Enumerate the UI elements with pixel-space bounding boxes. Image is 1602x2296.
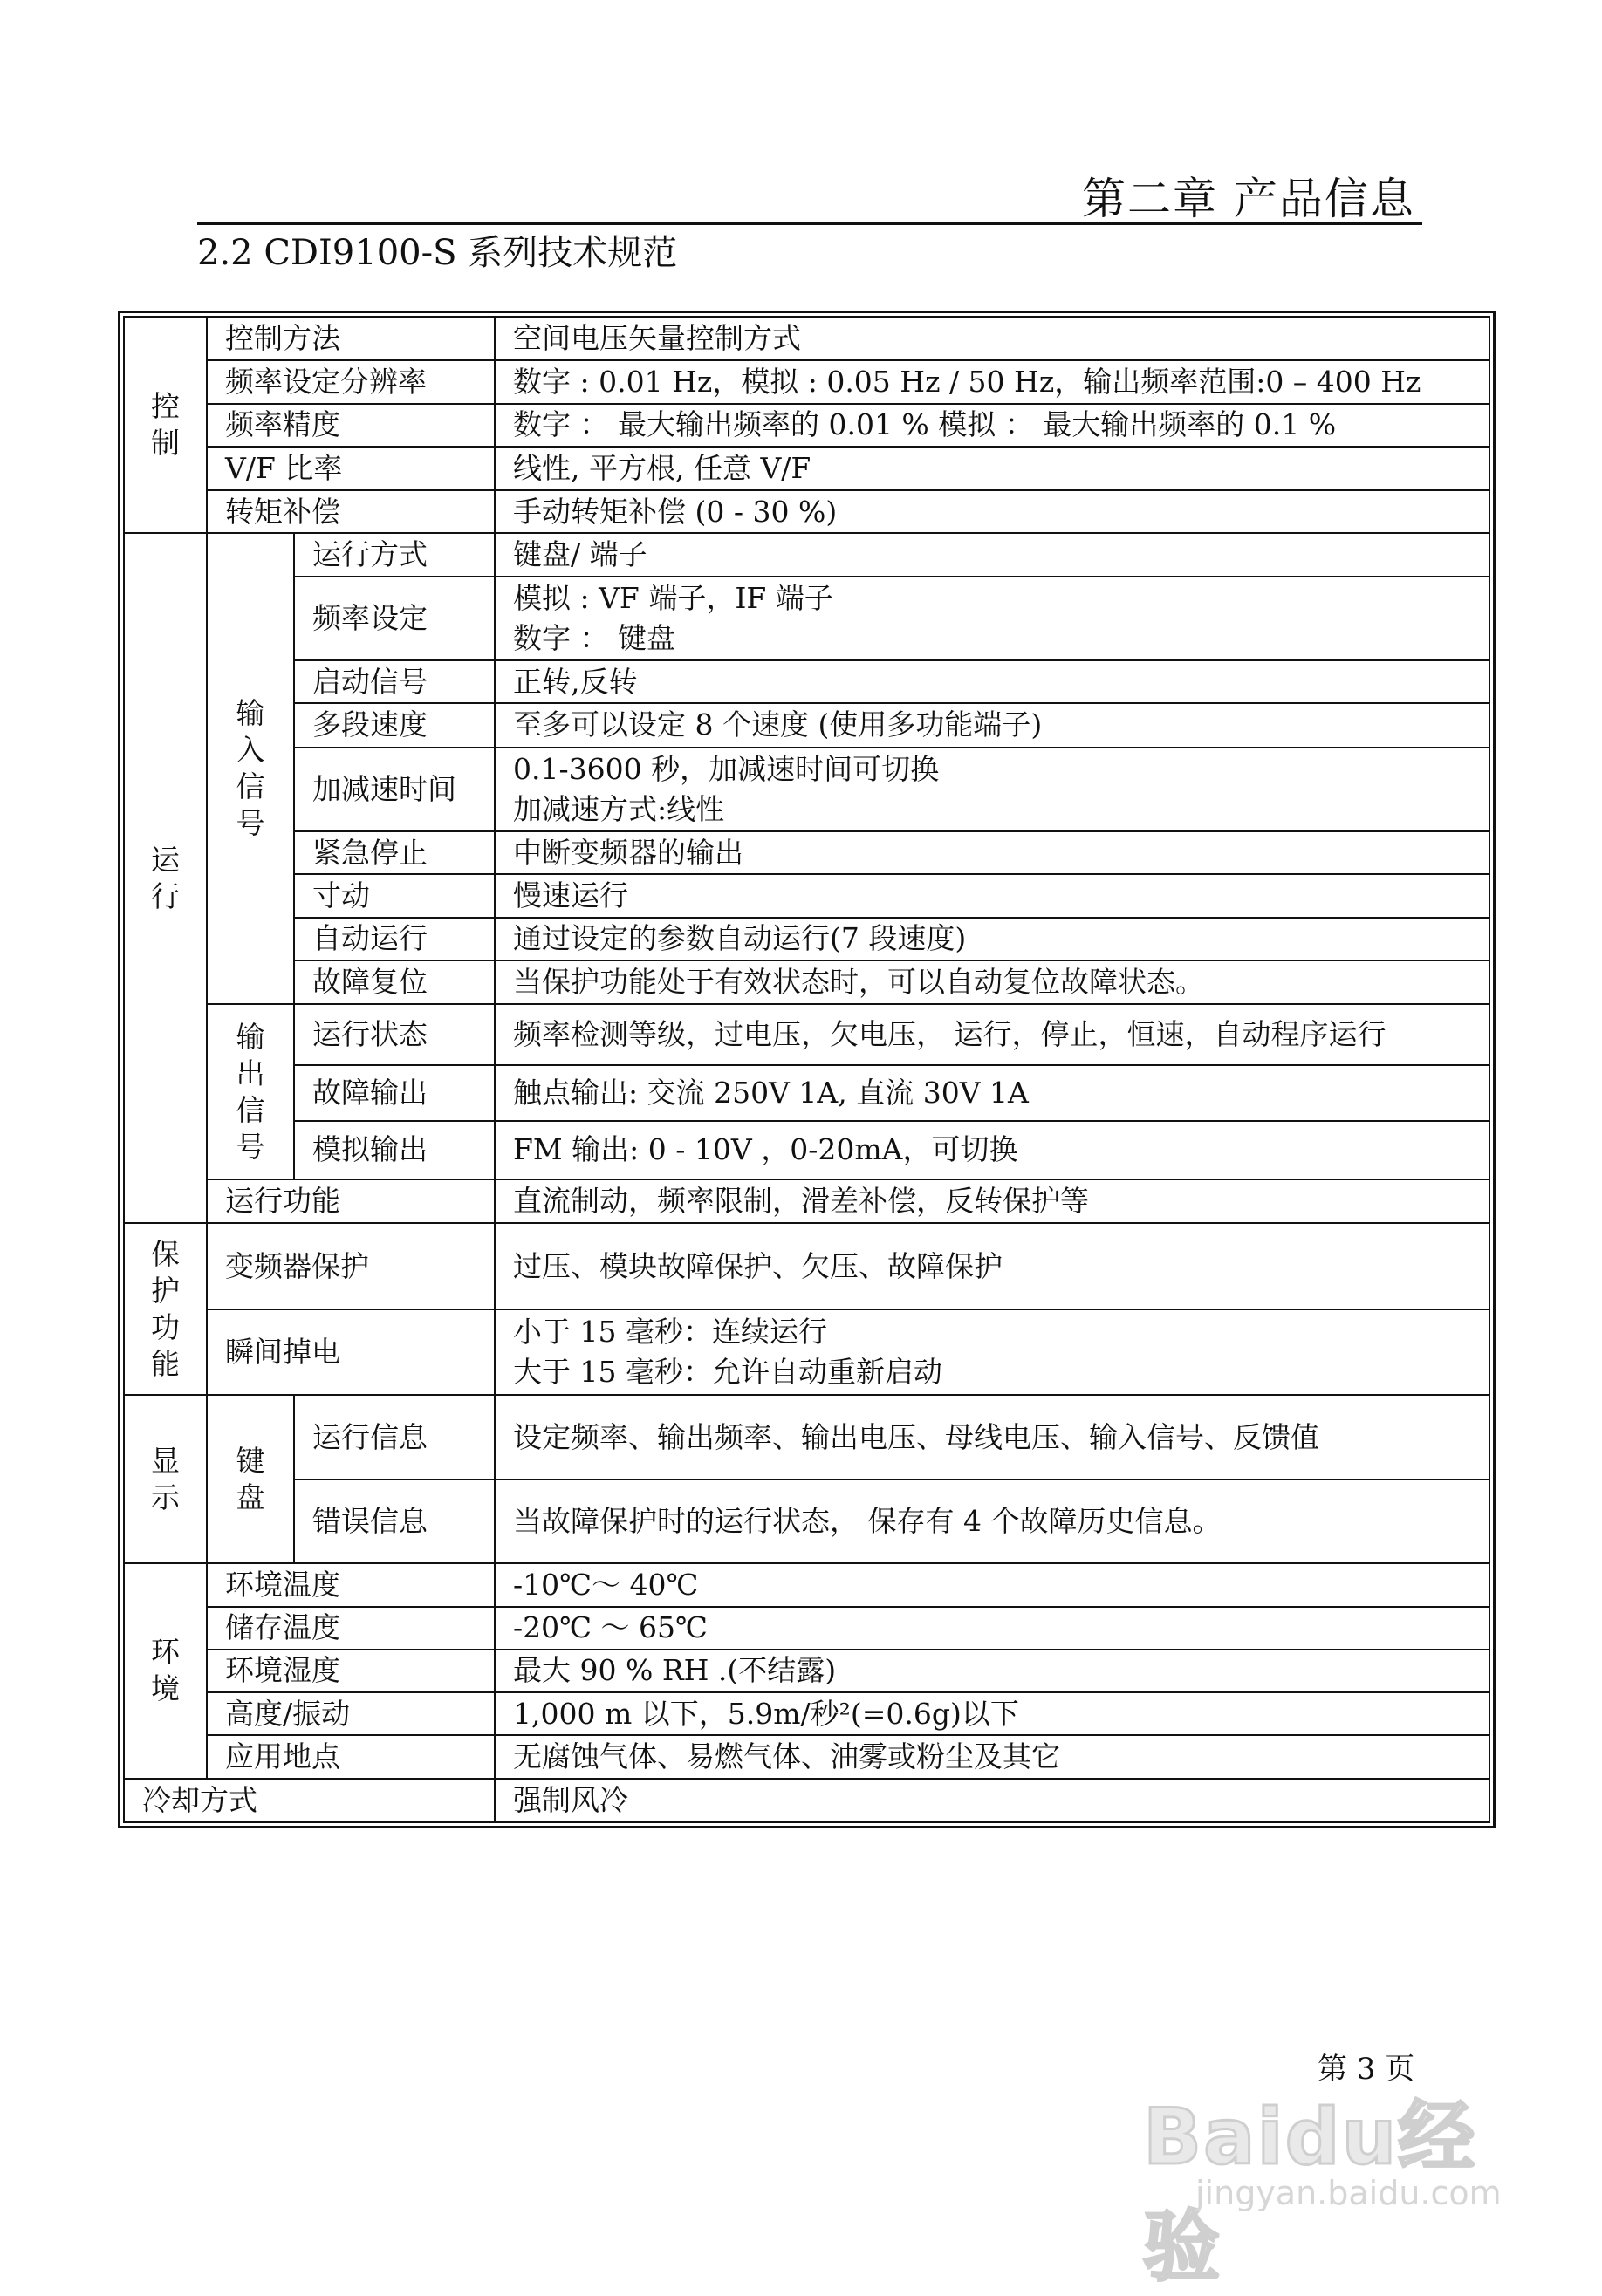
row-label: 瞬间掉电	[207, 1309, 495, 1396]
table-row	[124, 831, 1489, 874]
row-label: 故障复位	[294, 960, 495, 1004]
row-label: 模拟输出	[294, 1121, 495, 1179]
row-label: 多段速度	[294, 703, 495, 747]
table-row	[124, 1309, 1489, 1396]
table-row	[124, 703, 1489, 747]
table-row	[124, 317, 1489, 360]
row-value: 1,000 m 以下，5.9m/秒²(=0.6g)以下	[495, 1692, 1489, 1735]
page-number: 第 3 页	[1318, 2052, 1415, 2087]
table-row	[124, 404, 1489, 447]
table-row	[124, 1607, 1489, 1650]
row-label: 紧急停止	[294, 831, 495, 874]
row-label: 启动信号	[294, 660, 495, 703]
vertical-label-char: 能	[151, 1346, 180, 1381]
row-label: 应用地点	[207, 1735, 495, 1778]
subgroup-keypad	[207, 1395, 294, 1563]
row-value: 触点输出: 交流 250V 1A, 直流 30V 1A	[495, 1065, 1489, 1120]
row-label: 寸动	[294, 874, 495, 917]
row-label: 错误信息	[294, 1479, 495, 1564]
row-value: 频率检测等级，过电压，欠电压， 运行，停止，恒速，自动程序运行	[495, 1004, 1489, 1065]
table-row	[124, 1779, 1489, 1822]
row-value	[495, 748, 1489, 832]
value-line: 数字 ： 键盘	[513, 620, 675, 655]
table-row	[124, 360, 1489, 403]
table-row	[124, 1650, 1489, 1692]
value-line: 模拟 : VF 端子，IF 端子	[513, 580, 833, 615]
vertical-label	[125, 842, 206, 915]
row-label: 转矩补偿	[207, 490, 495, 533]
row-value: 当保护功能处于有效状态时，可以自动复位故障状态。	[495, 960, 1489, 1004]
table-row	[124, 1479, 1489, 1564]
row-value: 过压、模块故障保护、欠压、故障保护	[495, 1223, 1489, 1309]
row-label: 自动运行	[294, 918, 495, 960]
row-label: 运行方式	[294, 533, 495, 576]
row-label: 变频器保护	[207, 1223, 495, 1309]
subgroup-output-signal	[207, 1004, 294, 1179]
row-label: 环境温度	[207, 1563, 495, 1606]
group-operation	[124, 533, 207, 1223]
row-value: 设定频率、输出频率、输出电压、母线电压、输入信号、反馈值	[495, 1395, 1489, 1479]
row-label: 频率设定分辨率	[207, 360, 495, 403]
group-control	[124, 317, 207, 533]
row-label: V/F 比率	[207, 447, 495, 490]
value-line: 大于 15 毫秒：允许自动重新启动	[513, 1355, 942, 1390]
row-label: 储存温度	[207, 1607, 495, 1650]
table-row	[124, 1065, 1489, 1120]
row-label: 运行信息	[294, 1395, 495, 1479]
row-value	[495, 577, 1489, 661]
table-row	[124, 1121, 1489, 1179]
table-row	[124, 577, 1489, 661]
vertical-label-char: 示	[151, 1479, 180, 1514]
row-label: 故障输出	[294, 1065, 495, 1120]
vertical-label-char: 显	[151, 1443, 180, 1478]
table-row	[124, 447, 1489, 490]
value-line: 加减速方式:线性	[513, 791, 725, 826]
row-label: 频率设定	[294, 577, 495, 661]
vertical-label	[125, 1634, 206, 1707]
row-value: 强制风冷	[495, 1779, 1489, 1822]
table-row	[124, 960, 1489, 1004]
group-display	[124, 1395, 207, 1563]
row-value: 空间电压矢量控制方式	[495, 317, 1489, 360]
vertical-label-char: 号	[236, 806, 265, 841]
vertical-label-char: 功	[151, 1309, 180, 1344]
vertical-label-char: 号	[236, 1129, 265, 1164]
row-label: 环境湿度	[207, 1650, 495, 1692]
row-value: 线性, 平方根, 任意 V/F	[495, 447, 1489, 490]
vertical-label-char: 盘	[236, 1479, 265, 1514]
value-line: 0.1-3600 秒，加减速时间可切换	[513, 751, 940, 786]
vertical-label-char: 行	[151, 878, 180, 913]
table-row	[124, 490, 1489, 533]
row-label: 运行功能	[207, 1179, 495, 1223]
row-value: 数字 ： 最大输出频率的 0.01 % 模拟 ： 最大输出频率的 0.1 %	[495, 404, 1489, 447]
watermark	[1143, 2076, 1527, 2292]
vertical-label	[125, 1236, 206, 1383]
spec-table	[123, 316, 1490, 1823]
row-label: 运行状态	[294, 1004, 495, 1065]
vertical-label-char: 环	[151, 1635, 180, 1670]
vertical-label-char: 出	[236, 1056, 265, 1090]
vertical-label-char: 信	[236, 1092, 265, 1127]
row-value: FM 输出: 0 - 10V ，0-20mA，可切换	[495, 1121, 1489, 1179]
table-row	[124, 748, 1489, 832]
row-value: -10℃～ 40℃	[495, 1563, 1489, 1606]
row-value: 慢速运行	[495, 874, 1489, 917]
vertical-label	[208, 1019, 293, 1165]
group-protection	[124, 1223, 207, 1395]
table-row	[124, 1563, 1489, 1606]
row-label: 控制方法	[207, 317, 495, 360]
vertical-label-char: 输	[236, 696, 265, 731]
row-value: 正转,反转	[495, 660, 1489, 703]
table-row	[124, 874, 1489, 917]
row-value: 手动转矩补偿 (0 - 30 %)	[495, 490, 1489, 533]
vertical-label-char: 键	[236, 1443, 265, 1478]
table-row	[124, 533, 1489, 576]
value-line: 小于 15 毫秒：连续运行	[513, 1315, 827, 1350]
table-row	[124, 1692, 1489, 1735]
table-row	[124, 1223, 1489, 1309]
vertical-label-char: 信	[236, 769, 265, 804]
row-value	[495, 1309, 1489, 1396]
vertical-label-char: 控	[151, 389, 180, 424]
vertical-label-char: 制	[151, 426, 180, 461]
vertical-label-char: 输	[236, 1019, 265, 1054]
row-label: 频率精度	[207, 404, 495, 447]
row-value: 中断变频器的输出	[495, 831, 1489, 874]
vertical-label-char: 入	[236, 733, 265, 768]
vertical-label	[208, 695, 293, 842]
subgroup-input-signal	[207, 533, 294, 1004]
row-value: 当故障保护时的运行状态， 保存有 4 个故障历史信息。	[495, 1479, 1489, 1564]
vertical-label-char: 运	[151, 842, 180, 877]
row-value: 至多可以设定 8 个速度 (使用多功能端子)	[495, 703, 1489, 747]
vertical-label	[125, 388, 206, 461]
row-value: 数字 : 0.01 Hz，模拟 : 0.05 Hz / 50 Hz，输出频率范围:0 – 400 Hz	[495, 360, 1489, 403]
table-row	[124, 660, 1489, 703]
chapter-title: 第二章 产品信息	[1082, 174, 1415, 224]
group-environment	[124, 1563, 207, 1778]
row-value: 通过设定的参数自动运行(7 段速度)	[495, 918, 1489, 960]
row-value: 键盘/ 端子	[495, 533, 1489, 576]
watermark-url: jingyan.baidu.com	[1195, 2174, 1502, 2212]
vertical-label-char: 境	[151, 1671, 180, 1706]
vertical-label-char: 保	[151, 1236, 180, 1271]
table-row	[124, 1179, 1489, 1223]
vertical-label	[208, 1443, 293, 1516]
row-label: 高度/振动	[207, 1692, 495, 1735]
vertical-label	[125, 1443, 206, 1516]
table-row	[124, 1395, 1489, 1479]
row-value: 直流制动，频率限制，滑差补偿，反转保护等	[495, 1179, 1489, 1223]
row-value: 无腐蚀气体、易燃气体、油雾或粉尘及其它	[495, 1735, 1489, 1778]
table-row	[124, 918, 1489, 960]
section-title: 2.2 CDI9100-S 系列技术规范	[197, 233, 678, 273]
table-row	[124, 1735, 1489, 1778]
table-row	[124, 1004, 1489, 1065]
row-label: 加减速时间	[294, 748, 495, 832]
row-label: 冷却方式	[124, 1779, 495, 1822]
row-value: 最大 90 % RH .(不结露)	[495, 1650, 1489, 1692]
row-value: -20℃ ～ 65℃	[495, 1607, 1489, 1650]
watermark-logo: Baidu经验	[1143, 2092, 1477, 2292]
vertical-label-char: 护	[151, 1273, 180, 1308]
